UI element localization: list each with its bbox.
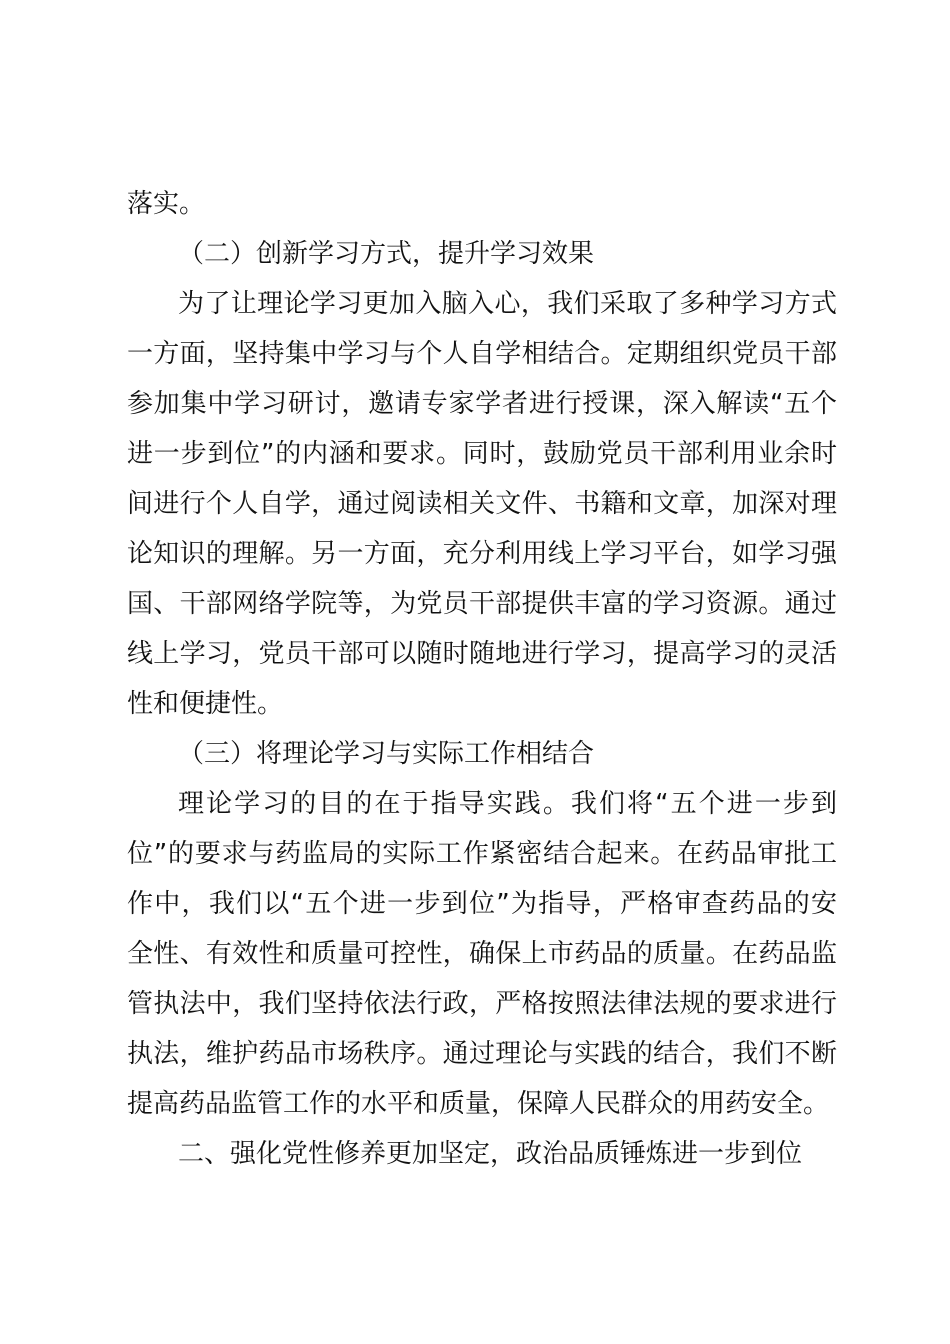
text-line: 进一步到位”的内涵和要求。同时，鼓励党员干部利用业余时: [127, 439, 837, 469]
text-line: 国、干部网络学院等，为党员干部提供丰富的学习资源。通过: [127, 589, 837, 619]
text-line: 一方面，坚持集中学习与个人自学相结合。定期组织党员干部: [127, 339, 837, 369]
text-line: 位”的要求与药监局的实际工作紧密结合起来。在药品审批工: [127, 839, 837, 869]
text-line: 理论学习的目的在于指导实践。我们将“五个进一步到: [178, 789, 837, 819]
section-heading: （二）创新学习方式，提升学习效果: [178, 239, 595, 269]
text-line: 管执法中，我们坚持依法行政，严格按照法律法规的要求进行: [127, 989, 837, 1019]
text-line: 全性、有效性和质量可控性，确保上市药品的质量。在药品监: [127, 939, 837, 969]
text-line: 作中，我们以“五个进一步到位”为指导，严格审查药品的安: [127, 889, 837, 919]
text-line: 为了让理论学习更加入脑入心，我们采取了多种学习方式: [178, 289, 837, 319]
text-line: 参加集中学习研讨，邀请专家学者进行授课，深入解读“五个: [127, 389, 837, 419]
text-line: 落实。: [127, 189, 206, 219]
text-line: 间进行个人自学，通过阅读相关文件、书籍和文章，加深对理: [127, 489, 837, 519]
chapter-heading: 二、强化党性修养更加坚定，政治品质锤炼进一步到位: [178, 1139, 803, 1169]
text-line: 执法，维护药品市场秩序。通过理论与实践的结合，我们不断: [127, 1039, 837, 1069]
text-line: 线上学习，党员干部可以随时随地进行学习，提高学习的灵活: [127, 639, 837, 669]
text-line: 提高药品监管工作的水平和质量，保障人民群众的用药安全。: [127, 1089, 830, 1119]
section-heading: （三）将理论学习与实际工作相结合: [178, 739, 595, 769]
text-line: 论知识的理解。另一方面，充分利用线上学习平台，如学习强: [127, 539, 837, 569]
text-line: 性和便捷性。: [127, 689, 284, 719]
